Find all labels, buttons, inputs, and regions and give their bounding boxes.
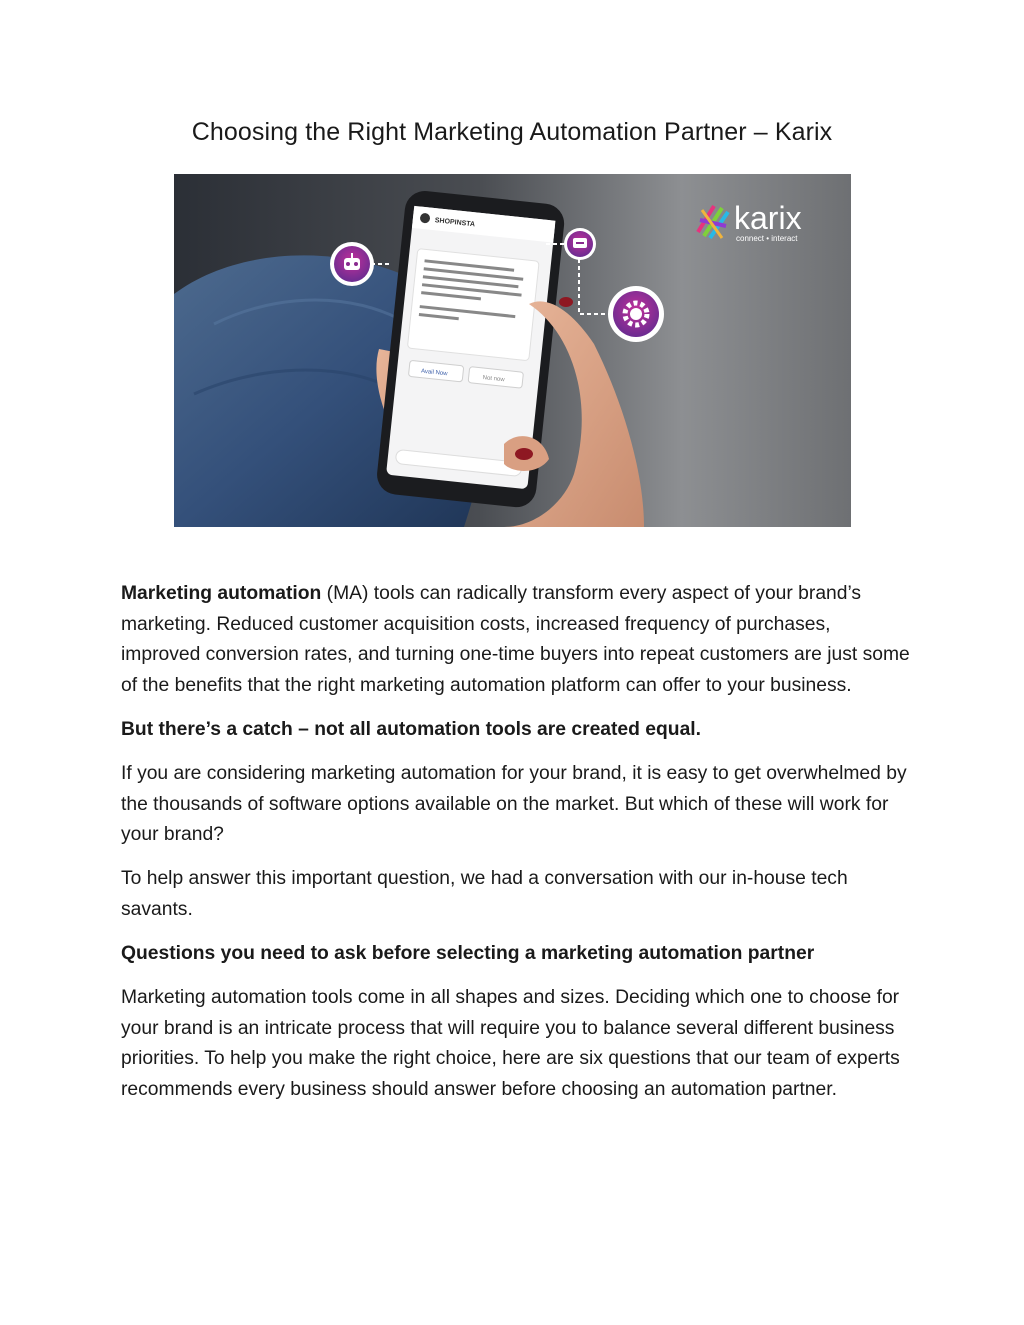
article-body (121, 579, 911, 1119)
phone-avail-button: Avail Now (420, 368, 448, 378)
robot-icon (330, 242, 374, 286)
paragraph-intro (121, 579, 911, 701)
paragraph-tools: Marketing automation tools come in all shapes and sizes. Deciding which one to choose for your brand is an intricate process that will require you to balance several different business priorities. To help you make the right choice, here are six questions that our team of experts recommends every business should answer before choosing an automation partner. (121, 987, 900, 1100)
phone-notnow-button: Not now (482, 375, 505, 384)
chat-icon (564, 228, 596, 260)
page-title: Choosing the Right Marketing Automation Partner – Karix (191, 118, 833, 146)
hero-image (174, 174, 851, 527)
paragraph-help: To help answer this important question, we had a conversation with our in-house tech savants. (121, 868, 848, 920)
paragraph-catch (121, 715, 911, 746)
phone-app-name: SHOPINSTA (434, 217, 476, 229)
megaphone-gear-icon (608, 286, 664, 342)
logo-wordmark: karix (734, 200, 802, 236)
questions-heading: Questions you need to ask before selecting a marketing automation partner (121, 942, 815, 964)
intro-bold-term: Marketing automation (121, 583, 322, 604)
paragraph-questions-heading (121, 939, 911, 970)
intro-text: (MA) tools can radically transform every aspect of your brand’s marketing. Reduced customer acquisition costs, increased frequency of purchases, improved conversion rates, and turning one-time buyers into repeat customers are just some of the benefits that the right marketing automation platform can offer to your business. (121, 583, 910, 696)
logo-tagline: connect • interact (736, 234, 798, 243)
catch-bold-text: But there’s a catch – not all automation tools are created equal. (121, 718, 702, 740)
paragraph-considering: If you are considering marketing automation for your brand, it is easy to get overwhelmed by the thousands of software options available on the market. But which of these will work for your brand? (121, 762, 907, 846)
